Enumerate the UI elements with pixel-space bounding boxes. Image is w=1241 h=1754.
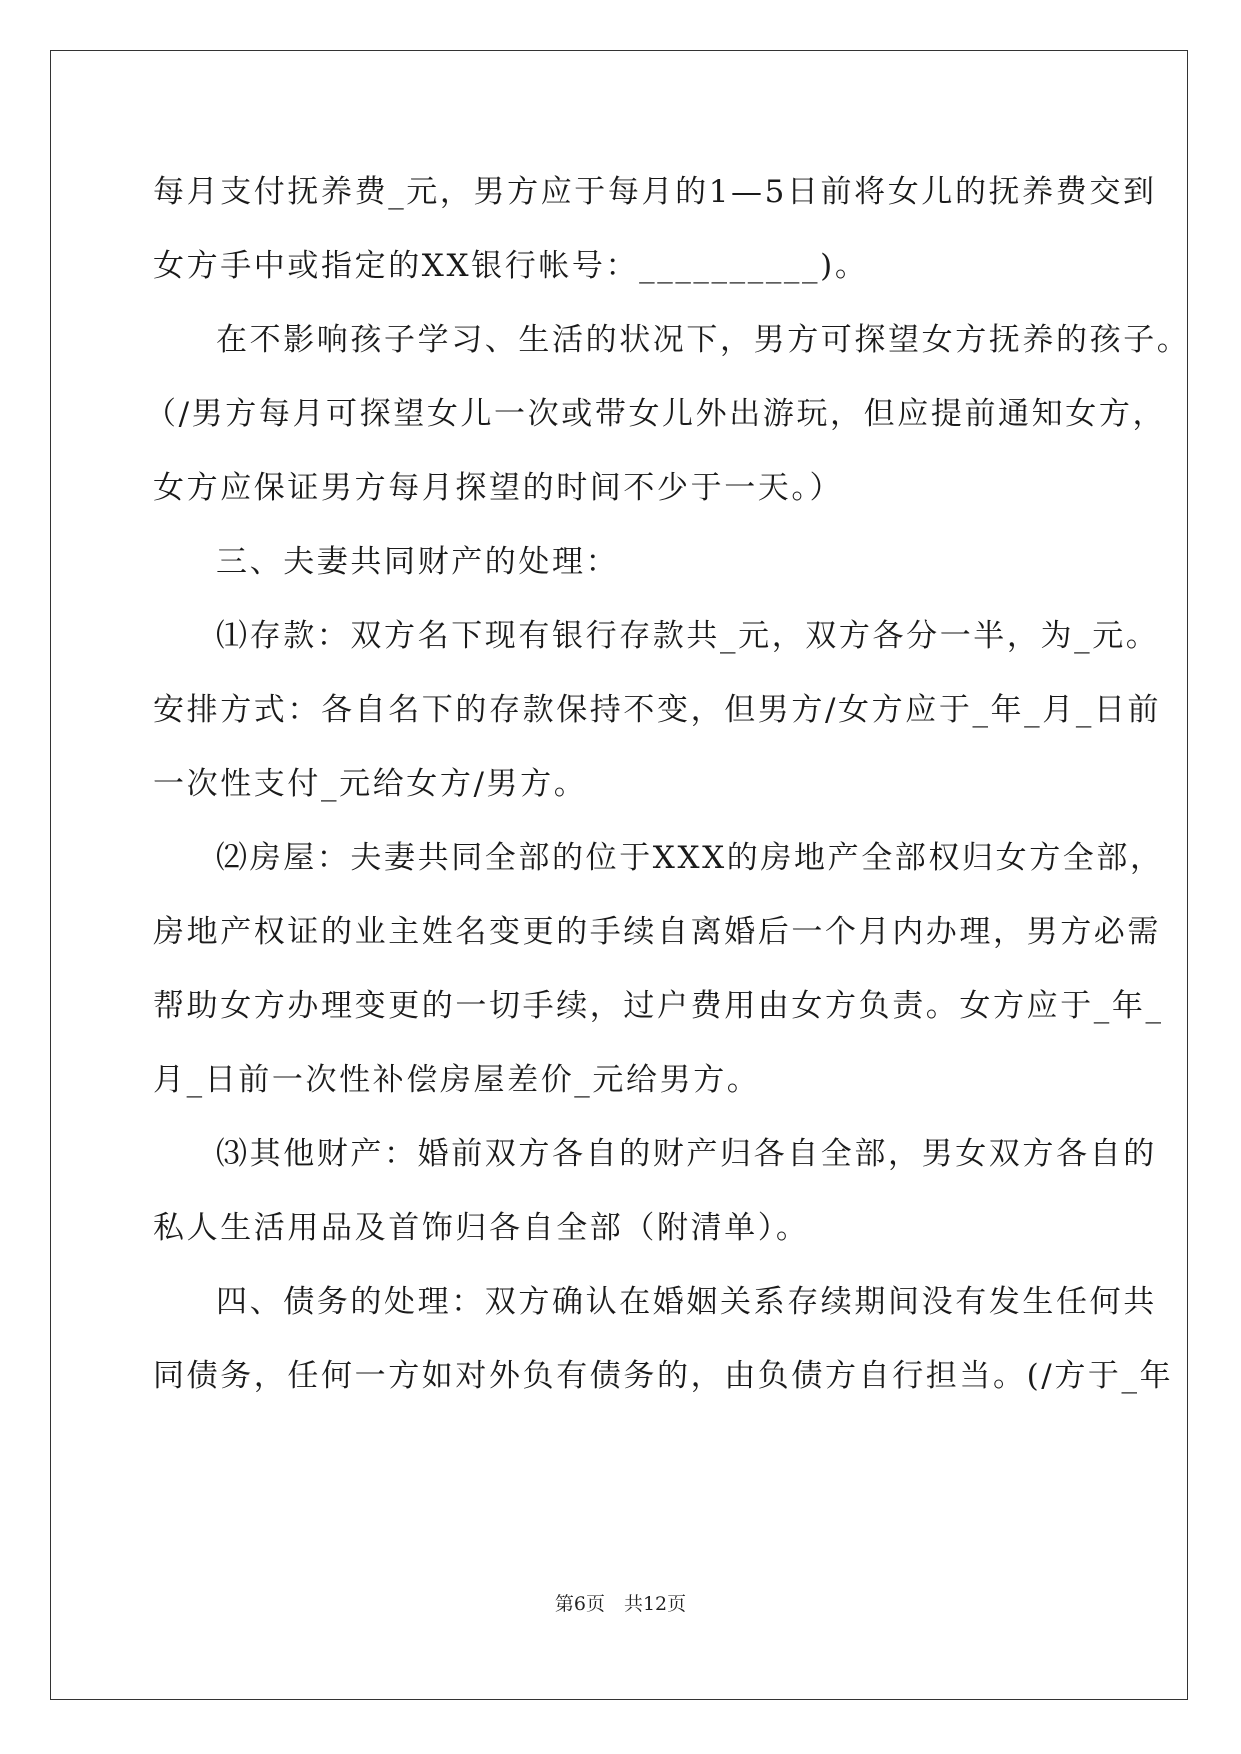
section-heading-debt: 四、债务的处理：双方确认在婚姻关系存续期间没有发生任何共 [216,1284,1157,1320]
text-line-9: 一次性支付_元给女方/男方。 [153,766,588,802]
text-line-17: 同债务，任何一方如对外负有债务的，由负债方自行担当。(/方于_年 [153,1358,1174,1394]
text-line-11: 房地产权证的业主姓名变更的手续自离婚后一个月内办理，男方必需 [153,914,1161,950]
text-line-15: 私人生活用品及首饰归各自全部（附清单）。 [153,1210,810,1246]
text-line-3: 在不影响孩子学习、生活的状况下，男方可探望女方抚养的孩子。 [216,322,1191,358]
text-line-2: 女方手中或指定的XX银行帐号：__________)。 [153,248,869,284]
text-line-4: （/男方每月可探望女儿一次或带女儿外出游玩，但应提前通知女方， [145,396,1167,432]
page-number-footer: 第6页 共12页 [554,1593,687,1615]
section-heading-property: 三、夫妻共同财产的处理： [216,544,620,580]
text-line-8: 安排方式：各自名下的存款保持不变，但男方/女方应于_年_月_日前 [153,692,1162,728]
text-line-7: ⑴存款：双方名下现有银行存款共_元，双方各分一半，为_元。 [216,618,1160,654]
text-line-1: 每月支付抚养费_元，男方应于每月的1—5日前将女儿的抚养费交到 [153,174,1157,210]
text-line-14: ⑶其他财产：婚前双方各自的财产归各自全部，男女双方各自的 [216,1136,1157,1172]
text-line-10: ⑵房屋：夫妻共同全部的位于XXX的房地产全部权归女方全部， [216,840,1164,876]
text-line-13: 月_日前一次性补偿房屋差价_元给男方。 [153,1062,761,1098]
text-line-5: 女方应保证男方每月探望的时间不少于一天。） [153,470,844,506]
text-line-12: 帮助女方办理变更的一切手续，过户费用由女方负责。女方应于_年_ [153,988,1164,1024]
